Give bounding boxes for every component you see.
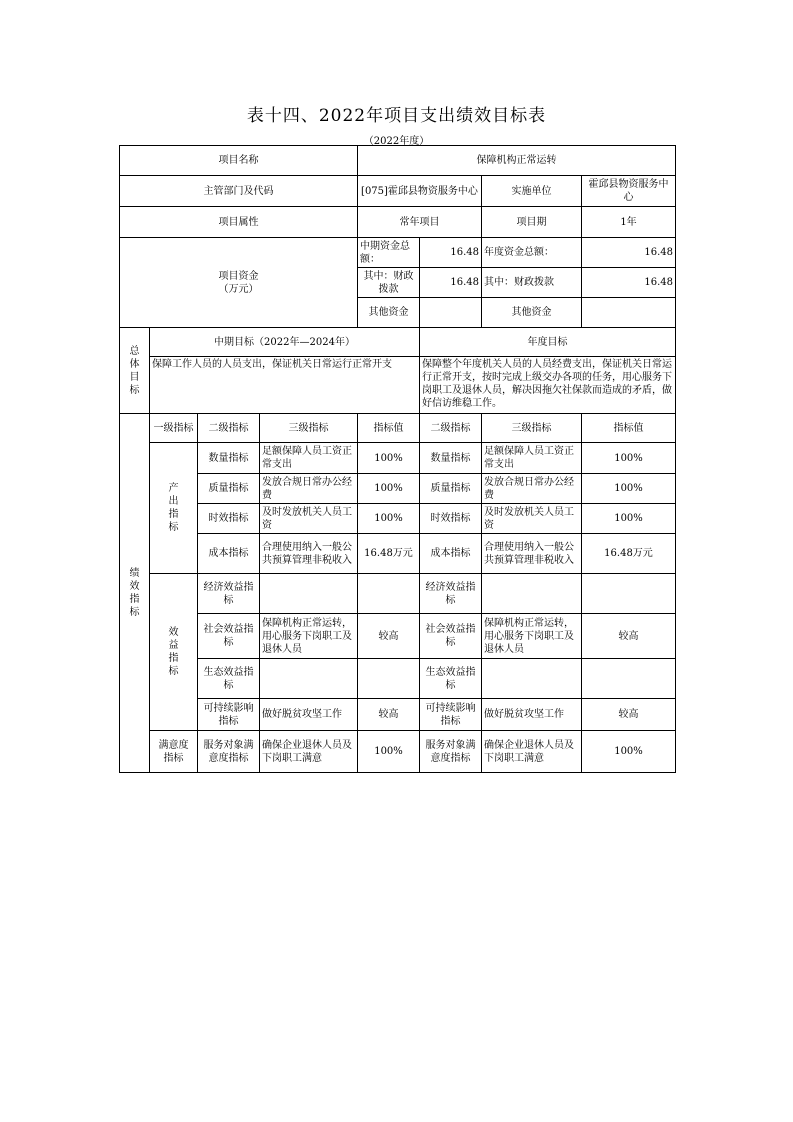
row-l3-b: 做好脱贫攻坚工作 bbox=[482, 699, 582, 731]
attr-label: 项目属性 bbox=[120, 207, 358, 238]
header-level3-b: 三级指标 bbox=[482, 414, 582, 443]
row-l2: 成本指标 bbox=[198, 534, 260, 574]
row-value: 16.48万元 bbox=[358, 534, 420, 574]
row-value-b: 100% bbox=[582, 504, 676, 534]
row-value: 100% bbox=[358, 504, 420, 534]
row-value: 较高 bbox=[358, 614, 420, 659]
row-value-b: 100% bbox=[582, 474, 676, 504]
row-value-b: 16.48万元 bbox=[582, 534, 676, 574]
header-level1: 一级指标 bbox=[150, 414, 198, 443]
dept-label: 主管部门及代码 bbox=[120, 176, 358, 207]
year-goal-header: 年度目标 bbox=[420, 328, 676, 357]
row-value-b: 100% bbox=[582, 443, 676, 474]
row-l3: 足额保障人员工资正常支出 bbox=[260, 443, 358, 474]
row-l3-b bbox=[482, 574, 582, 614]
row-value: 100% bbox=[358, 443, 420, 474]
row-l2: 可持续影响指标 bbox=[198, 699, 260, 731]
year-label: （2022年度） bbox=[363, 136, 430, 147]
year-other-label: 其他资金 bbox=[482, 298, 582, 328]
row-l2-b: 可持续影响指标 bbox=[420, 699, 482, 731]
row-l3 bbox=[260, 659, 358, 699]
row-value-b: 100% bbox=[582, 731, 676, 773]
dept-value: [075]霍邱县物资服务中心 bbox=[358, 176, 482, 207]
impl-label: 实施单位 bbox=[482, 176, 582, 207]
row-l3-b: 足额保障人员工资正常支出 bbox=[482, 443, 582, 474]
mid-fiscal-label: 其中：财政拨款 bbox=[358, 268, 420, 298]
row-l2: 生态效益指标 bbox=[198, 659, 260, 699]
row-value bbox=[358, 574, 420, 614]
row-l3-b bbox=[482, 659, 582, 699]
year-total: 16.48 bbox=[582, 238, 676, 268]
row-value: 100% bbox=[358, 731, 420, 773]
row-value-b: 较高 bbox=[582, 614, 676, 659]
row-l2-b: 经济效益指标 bbox=[420, 574, 482, 614]
row-value: 100% bbox=[358, 474, 420, 504]
funds-label: 项目资金 （万元） bbox=[120, 238, 358, 328]
row-l3-b: 发放合规日常办公经费 bbox=[482, 474, 582, 504]
mid-other-label: 其他资金 bbox=[358, 298, 420, 328]
satisfaction-label: 满意度 指标 bbox=[150, 731, 198, 773]
performance-table bbox=[119, 145, 676, 773]
header-level2: 二级指标 bbox=[198, 414, 260, 443]
year-other bbox=[582, 298, 676, 328]
row-value bbox=[358, 659, 420, 699]
benefit-indicators-label: 效 益 指 标 bbox=[150, 574, 198, 731]
row-l2-b: 数量指标 bbox=[420, 443, 482, 474]
row-l3: 及时发放机关人员工资 bbox=[260, 504, 358, 534]
row-l3: 保障机构正常运转，用心服务下岗职工及退休人员 bbox=[260, 614, 358, 659]
header-level2-b: 二级指标 bbox=[420, 414, 482, 443]
row-l3: 做好脱贫攻坚工作 bbox=[260, 699, 358, 731]
row-value: 较高 bbox=[358, 699, 420, 731]
project-name: 保障机构正常运转 bbox=[358, 146, 676, 176]
row-l3-b: 确保企业退休人员及下岗职工满意 bbox=[482, 731, 582, 773]
row-l3 bbox=[260, 574, 358, 614]
row-l2: 时效指标 bbox=[198, 504, 260, 534]
row-l2: 社会效益指标 bbox=[198, 614, 260, 659]
indicators-label: 绩 效 指 标 bbox=[120, 414, 150, 773]
row-l2-b: 成本指标 bbox=[420, 534, 482, 574]
year-fiscal: 16.48 bbox=[582, 268, 676, 298]
mid-goal-header: 中期目标（2022年—2024年） bbox=[150, 328, 420, 357]
header-value-b: 指标值 bbox=[582, 414, 676, 443]
row-l3-b: 及时发放机关人员工资 bbox=[482, 504, 582, 534]
goals-label: 总 体 目 标 bbox=[120, 328, 150, 414]
row-l2-b: 质量指标 bbox=[420, 474, 482, 504]
header-value: 指标值 bbox=[358, 414, 420, 443]
row-l2: 服务对象满意度指标 bbox=[198, 731, 260, 773]
row-value-b: 较高 bbox=[582, 699, 676, 731]
row-l2-b: 生态效益指标 bbox=[420, 659, 482, 699]
project-name-label: 项目名称 bbox=[120, 146, 358, 176]
year-goal-text: 保障整个年度机关人员的人员经费支出，保证机关日常运行正常开支，按时完成上级交办各项的任务，用心服务下岗职工及退休人员，解决因拖欠社保款而造成的矛盾，做好信访维稳工作。 bbox=[420, 357, 676, 414]
mid-total: 16.48 bbox=[420, 238, 482, 268]
row-value-b bbox=[582, 574, 676, 614]
attr-value: 常年项目 bbox=[358, 207, 482, 238]
year-fiscal-label: 其中：财政拨款 bbox=[482, 268, 582, 298]
output-indicators-label: 产 出 指 标 bbox=[150, 443, 198, 574]
row-l2: 质量指标 bbox=[198, 474, 260, 504]
mid-total-label: 中期资金总额： bbox=[358, 238, 420, 268]
header-level3: 三级指标 bbox=[260, 414, 358, 443]
mid-goal-text: 保障工作人员的人员支出，保证机关日常运行正常开支 bbox=[150, 357, 420, 414]
row-l2-b: 时效指标 bbox=[420, 504, 482, 534]
page-title: 表十四、2022年项目支出绩效目标表 bbox=[246, 106, 547, 126]
row-l3-b: 合理使用纳入一般公共预算管理非税收入 bbox=[482, 534, 582, 574]
row-l3-b: 保障机构正常运转，用心服务下岗职工及退休人员 bbox=[482, 614, 582, 659]
row-l3: 发放合规日常办公经费 bbox=[260, 474, 358, 504]
period-label: 项目期 bbox=[482, 207, 582, 238]
mid-other bbox=[420, 298, 482, 328]
row-value-b bbox=[582, 659, 676, 699]
row-l3: 合理使用纳入一般公共预算管理非税收入 bbox=[260, 534, 358, 574]
year-total-label: 年度资金总额： bbox=[482, 238, 582, 268]
row-l2-b: 服务对象满意度指标 bbox=[420, 731, 482, 773]
period-value: 1年 bbox=[582, 207, 676, 238]
row-l2: 数量指标 bbox=[198, 443, 260, 474]
impl-value: 霍邱县物资服务中心 bbox=[582, 176, 676, 207]
row-l2: 经济效益指标 bbox=[198, 574, 260, 614]
row-l3: 确保企业退休人员及下岗职工满意 bbox=[260, 731, 358, 773]
row-l2-b: 社会效益指标 bbox=[420, 614, 482, 659]
mid-fiscal: 16.48 bbox=[420, 268, 482, 298]
